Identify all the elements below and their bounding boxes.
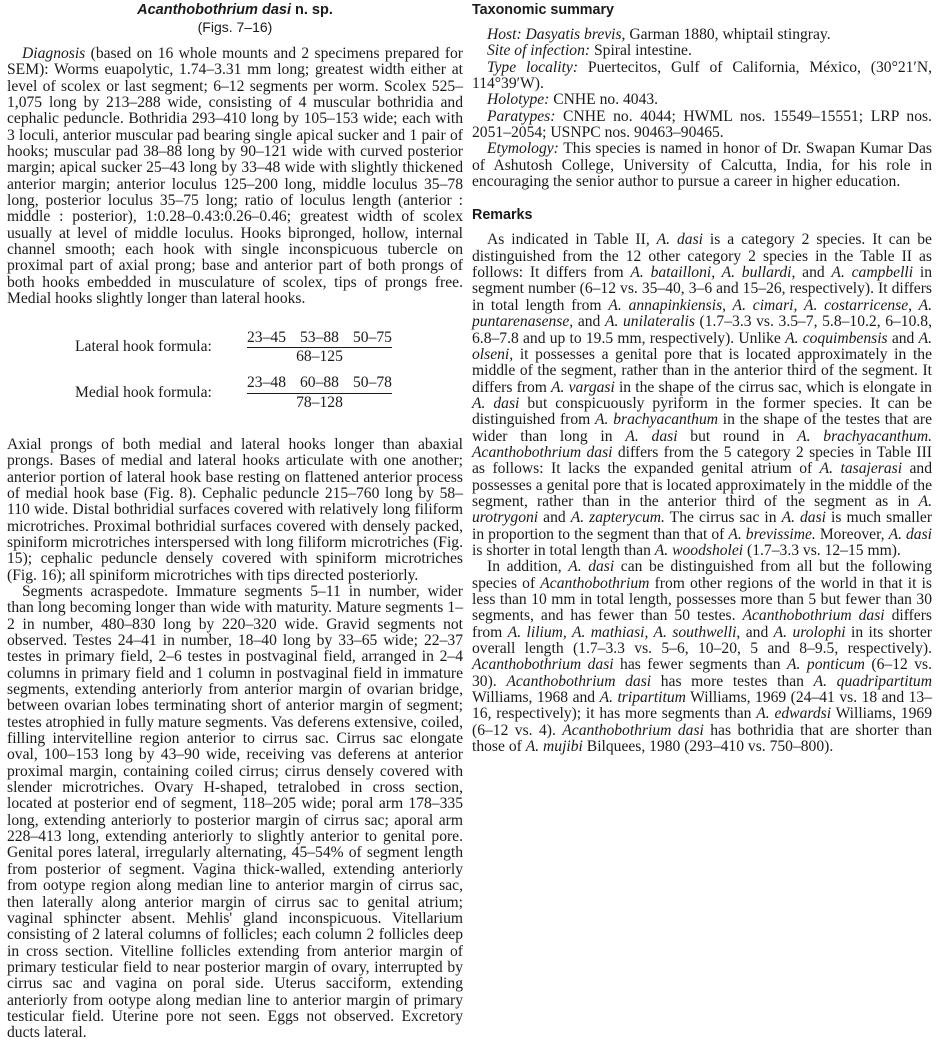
text-run: As indicated in Table II, [487,231,657,249]
italic-text: A. dasi [568,558,615,576]
formula-label: Lateral hook formula: [75,338,212,356]
italic-text: A. dasi [472,394,520,412]
taxonomic-summary-heading: Taxonomic summary [472,2,614,18]
text-run: has fewer segments than [613,656,788,674]
text-run: Puertecitos, Gulf of California, México, (30°21′N, 114°39′W). [472,58,932,93]
italic-text: A. campbelli [831,264,914,282]
text-run: in the shape of the cirrus sac, which is elongate in [614,378,932,396]
taxonomic-paratypes [472,109,932,142]
text-run: CNHE no. 4044; HWML nos. 15549–15551; LRP nos. 2051–2054; USNPC nos. 90463–90465. [472,107,932,142]
text-run: Garman 1880, whiptail stingray. [625,26,831,43]
text-run: but conspicuously pyriform in the former species. It can be distinguished from [472,394,932,429]
remarks-heading: Remarks [472,207,533,224]
taxonomic-etymology [472,141,932,190]
text-run: and [573,313,605,331]
italic-text: A. vargasi [551,378,615,396]
italic-text: i, [706,264,722,282]
formula-denominator: 68–125 [296,347,343,365]
text-run: and [795,264,832,282]
italic-text: A. bullardi, [721,264,796,282]
formula-value: 53–88 [299,328,339,346]
text-run: Spiral intestine. [590,42,692,60]
taxonomic-site [472,43,932,59]
figure-reference: (Figs. 7–16) [197,19,273,35]
formula-label: Medial hook formula: [75,383,212,401]
italic-text: A. edwardsi [756,705,832,723]
formula-numerator [247,330,392,348]
text-run: can be distinguished from all but the following species of [472,558,932,592]
text-run: in segment number (6–12 vs. 35–40, 3–6 and 15–26, respectively). It differs in total length from [472,264,932,314]
italic-text: A. zapterycum. [570,509,665,527]
text-run: is much smaller in proportion to the segment than that of [472,509,933,543]
italic-text: A. quadripartitum [813,672,932,690]
medial-hook-formula [7,375,463,411]
text-run: The cirrus sac in [664,509,782,527]
text-run: (6–12 vs. 30). [472,656,933,690]
text-run: and [538,509,571,527]
remarks-paragraph [472,232,932,559]
italic-text: A. mujibi [525,738,583,756]
segments-paragraph [7,584,463,1042]
italic-text: A. dasi [656,231,703,249]
text-run: is a category 2 species. It can be distinguished from the 12 other category 2 species in the Table II as follows: It differs from [472,231,932,282]
species-title [7,2,463,19]
text-run: Williams, 1969 (24–41 vs. 18 and 13–16, respectively); it has more segments than [472,689,933,723]
text-run: it possesses a genital pore that is located approximately in the middle of the segment, rather than in the anterior third of the segment. It differs from [472,345,932,396]
text-run: CNHE no. 4043. [549,91,659,109]
italic-text: A. urotrygoni [472,492,932,527]
species-name: Acanthobothrium dasi [137,2,291,18]
italic-text: A. olseni, [472,329,932,363]
formula-value: 23–45 [247,328,286,346]
text-run: (based on 16 whole mounts and 2 specimens prepared for SEM): Worms euapolytic, 1.74–3.31 mm long; greatest width either at level of scolex or last segment; 6–12 segments per worm. Scolex 525–1,075 long by 213–288 wide, consisting of 4 muscular bothridia and cephalic peduncle. Bothridia 293–410 long by 105–153 wide; each with 3 loculi, anterior muscular pad bearing single apical sucker and 1 pair of hooks; muscular pad 38–88 long by 90–121 wide with curved posterior margin; apical sucker 25–43 long by 33–48 wide with slightly thickened anterior margin; anterior loculus 125–200 long, middle loculus 35–78 long, posterior loculus 35–75 long; ratio of loculus length (anterior : middle : posterior), 1:0.28–0.43:0.26–0.46; greatest width of scolex usually at level of middle loculus. Hooks bipronged, hollow, internal channel smooth; each hook with single inconspicuous tubercle on proximal part of axial prong; base and anterior part of both prongs of both hooks embedded in musculature of scolex, tips of prongs free. Medial hooks slightly longer than lateral hooks. [7,45,463,308]
diagnosis-paragraph [7,46,463,308]
taxonomic-host [472,27,932,43]
text-run: (1.7–3.3 vs. 3.5–7, 5.8–10.2, 6–10.8, 6.8–7.8 and up to 19.5 mm, respectively). Unlike [472,313,932,347]
remarks-paragraph [472,559,932,755]
italic-text: Acanthobothrium dasi [472,656,614,674]
text-run: Axial prongs of both medial and lateral hooks longer than abaxial prongs. Bases of medial and lateral hooks articulate with one another; anterior portion of lateral hook base resting on flattened anterior process of medial hook base (Fig. 8). Cephalic peduncle 215–760 long by 58–110 wide. Distal bothridial surfaces covered with relatively long filiform microtriches. Proximal bothridial surfaces covered with densely packed, spiniform microtriches interspersed with long filiform microtriches (Fig. 15); cephalic peduncle densely covered with spiniform microtriches (Fig. 16); all spiniform microtriches with tips directed posteriorly. [7,435,463,584]
italic-text: Diagnosis [22,45,86,62]
italic-text: A. brachyacanthum [595,411,719,429]
italic-text: A. unilateralis [604,313,695,331]
formula-value: 60–88 [299,374,339,392]
left-column [7,0,463,1042]
italic-text: A. woodsholei [654,541,744,559]
text-run: differs from [472,607,932,641]
formula-denominator: 78–128 [296,393,343,411]
taxonomic-holotype [472,92,932,108]
italic-text: A. brevissime. [728,525,816,543]
text-run: has bothridia that are shorter than those of [472,721,932,756]
text-run: Segments acraspedote. Immature segments 5–11 in number, wider than long becoming longer than wide with maturity. Mature segments 1–2 in number, 480–830 long by 220–320 wide. Gravid segments not observed. Testes 24–41 in number, 18–40 long by 33–65 wide; 22–37 testes in primary field, 2–6 testes in postvaginal field, arranged in 2–4 columns in primary field and 1 column in postvaginal field in immature segments, extending anteriorly from anterior margin of ovarian bridge, between ovarian lobes terminating short of anterior margin of segment; testes atrophied in fully mature segments. Vas deferens extensive, coiled, filling intervitelline region anterior to cirrus sac. Cirrus sac elongate oval, 100–153 long by 43–90 wide, receiving vas deferens at anterior proximal margin, containing coiled cirrus; cirrus densely covered with slender microtriches. Ovary H-shaped, tetralobed in cross section, located at posterior end of segment, 118–205 wide; poral arm 178–335 long, extending anteriorly to posterior margin of cirrus sac; aporal arm 228–413 long, extending anteriorly to slightly anterior to genital pore. Genital pores lateral, irregularly alternating, 45–54% of segment length from posterior of segment. Vagina thick-walled, extending anteriorly from ootype region along median line to anterior margin of cirrus sac, then laterally along anterior margin of cirrus sac to genital atrium; vaginal sphincter absent. Mehlis' gland inconspicuous. Vitellarium consisting of 2 lateral columns of follicles; each column 2 follicles deep in cross section. Vitelline follicles extending from anterior margin of primary testicular field to near posterior margin of ovary, interrupted by cirrus sac and vagina on poral side. Uterus sacciform, extending anteriorly from ootype along median line to anterior margin of primary testicular field. Uterine pore not seen. Eggs not observed. Excretory ducts lateral. [7,582,463,1042]
text-run: is shorter in total length than [472,541,655,559]
italic-text: Paratypes: [487,107,556,125]
italic-text: A. tripartitum [599,689,686,707]
text-run: has more testes than [651,672,814,690]
italic-text: Site of infection: [487,42,591,60]
taxonomic-type-locality [472,60,932,93]
text-run: differs from the 5 category 2 species in Table III as follows: It lacks the expanded genital atrium of [472,443,933,478]
formula-value: 23–48 [247,374,286,392]
italic-text: Holotype: [487,91,550,109]
italic-text: A. annapinkiensis, A. cimari, A. costarricense, A. puntarenasense, [472,296,933,331]
italic-text: Acanthobothrium dasi [506,672,652,690]
italic-text: A. coquimbensis [785,329,888,347]
text-run: Williams, 1969 (6–12 vs. 4). [472,705,932,739]
text-run: in the shape of the testes that are wider than long in [472,411,932,445]
lateral-hook-formula [7,330,463,366]
text-run: Moreover, [815,525,889,543]
text-run: from other regions of the world in that it is less than 10 mm in total length, possesses more than 5 but fewer than 30 segments, and has fewer than 50 testes. [472,574,932,625]
italic-text: Type locality: [487,58,579,76]
formula-fraction [247,375,392,411]
text-run: but round in [677,427,798,445]
italic-text: Acanthobothrium dasi [562,721,704,739]
italic-text: Acanthobothrium [540,574,650,592]
italic-text: Host: Dasyatis brevis, [487,26,626,43]
italic-text: A. ponticum [787,656,865,674]
text-run: and [740,623,774,641]
text-run: (1.7–3.3 vs. 12–15 mm). [743,541,901,559]
italic-text: A. dasi [625,427,678,445]
italic-text: Etymology: [487,140,559,158]
italic-text: A. brachyacanthum. Acanthobothrium dasi [472,427,932,461]
text-run: and possesses a genital pore that is located approximately in the middle of the segment, rather than in the anterior third of the segment as in [472,460,932,510]
species-suffix: n. sp. [290,2,333,18]
right-column [472,0,932,755]
italic-text: A. tasajerasi [819,460,903,478]
formula-fraction [247,330,392,366]
italic-text: A. urolophi [773,623,846,641]
text-run: and [887,329,919,347]
text-run: This species is named in honor of Dr. Swapan Kumar Das of Ashutosh College, University of Calcutta, India, for his role in encouraging the senior author to pursue a career in higher education. [472,140,932,191]
italic-text: A. lilium, A. mathiasi, A. southwelli, [507,623,741,641]
text-run: Williams, 1968 and [472,689,600,707]
italic-text: Acanthobothrium dasi [742,607,885,625]
text-run: Bilquees, 1980 (293–410 vs. 750–800). [582,738,834,756]
formula-numerator [247,375,392,393]
formula-value: 50–75 [352,328,392,346]
italic-text: A. bataillon [630,264,707,282]
formula-value: 50–78 [352,374,392,392]
text-run: In addition, [487,558,569,576]
text-run: in its shorter overall length (1.7–3.3 vs. 5–6, 10–20, 5 and 8–9.5, respectively). [472,623,932,658]
italic-text: A. dasi [888,525,932,543]
italic-text: A. dasi [781,509,827,527]
hooks-paragraph [7,437,463,584]
hook-formulas [7,330,463,411]
